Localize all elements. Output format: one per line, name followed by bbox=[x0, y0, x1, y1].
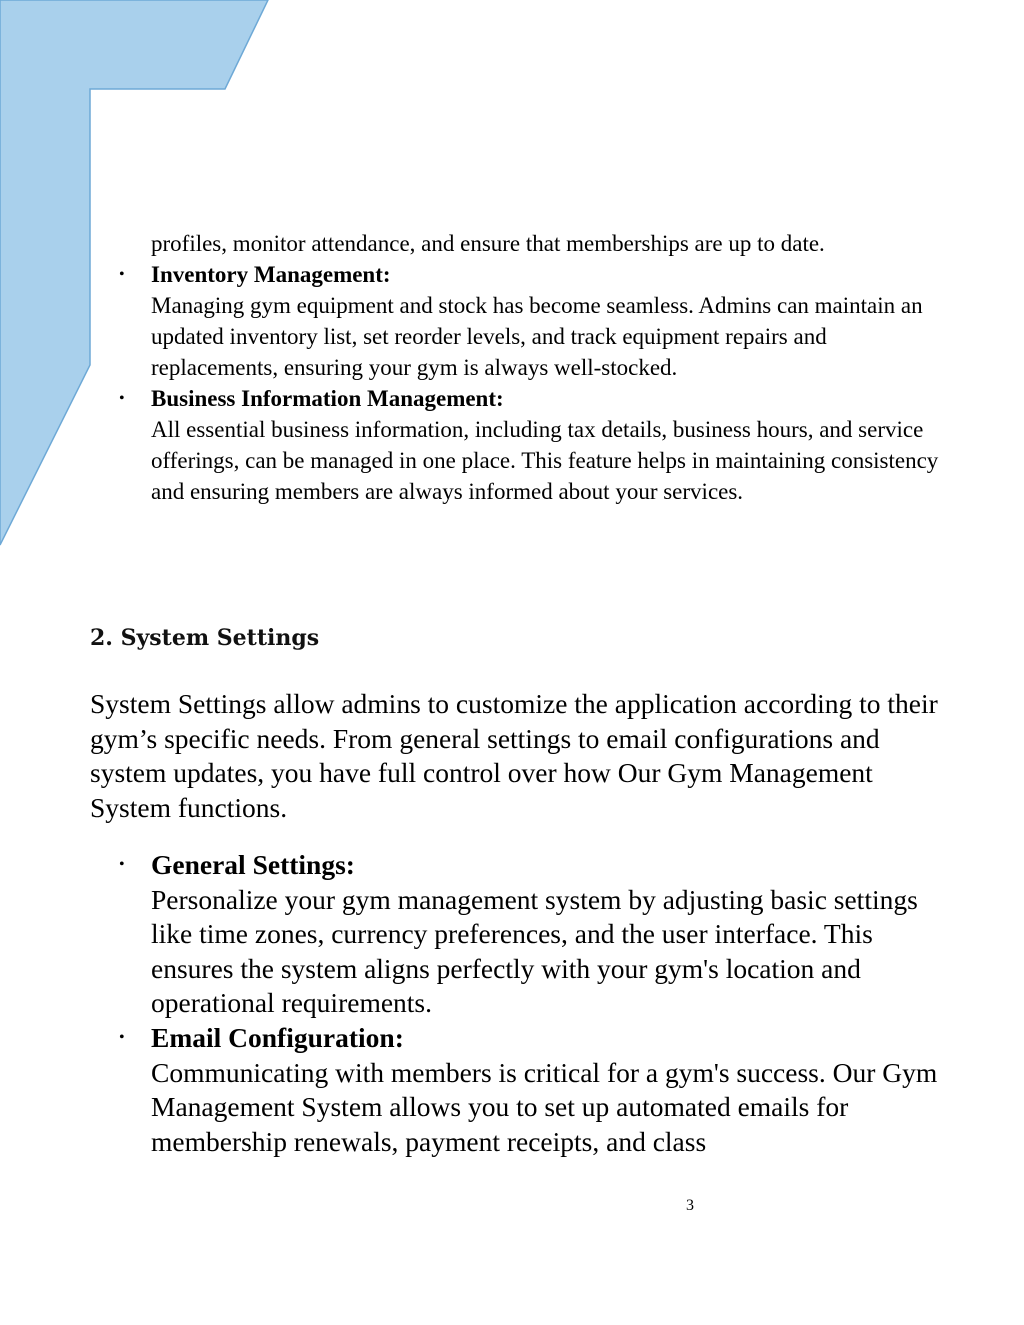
item-body: Personalize your gym management system by adjusting basic settings like time zones, currency preferences, and the user interface. This ensures the system aligns perfectly with your gym's location and operational requirements. bbox=[151, 883, 918, 1019]
bullet-icon: • bbox=[119, 390, 125, 407]
list-item bbox=[119, 848, 951, 1021]
page-number: 3 bbox=[686, 1197, 694, 1214]
item-heading: Business Information Management: bbox=[151, 386, 504, 411]
item-body: Managing gym equipment and stock has become seamless. Admins can maintain an updated inventory list, set reorder levels, and track equipment repairs and replacements, ensuring your gym is always well-stocked. bbox=[151, 293, 923, 380]
item-heading: Email Configuration: bbox=[151, 1021, 404, 1053]
bullet-icon: • bbox=[119, 266, 125, 283]
section-heading: 2. System Settings bbox=[90, 625, 320, 651]
continued-text: profiles, monitor attendance, and ensure that memberships are up to date. bbox=[151, 231, 825, 256]
bullet-icon: • bbox=[119, 1028, 125, 1046]
item-heading: Inventory Management: bbox=[151, 262, 391, 287]
bullet-icon: • bbox=[119, 856, 125, 873]
item-heading: General Settings: bbox=[151, 849, 355, 880]
item-body: Communicating with members is critical for a gym's success. Our Gym Management System allows you to set up automated emails for membership renewals, payment receipts, and class bbox=[151, 1056, 938, 1157]
settings-feature-list bbox=[119, 848, 951, 1159]
list-item bbox=[119, 1021, 951, 1159]
list-item bbox=[119, 259, 951, 383]
section-intro: System Settings allow admins to customize the application according to their gym’s specific needs. From general settings to email configurations and system updates, you have full control over how Our Gym Management System functions. bbox=[90, 688, 938, 823]
list-item bbox=[119, 383, 951, 507]
top-feature-list bbox=[119, 228, 951, 507]
item-body: All essential business information, including tax details, business hours, and service offerings, can be managed in one place. This feature helps in maintaining consistency and ensuring members are always informed about your services. bbox=[151, 417, 939, 504]
